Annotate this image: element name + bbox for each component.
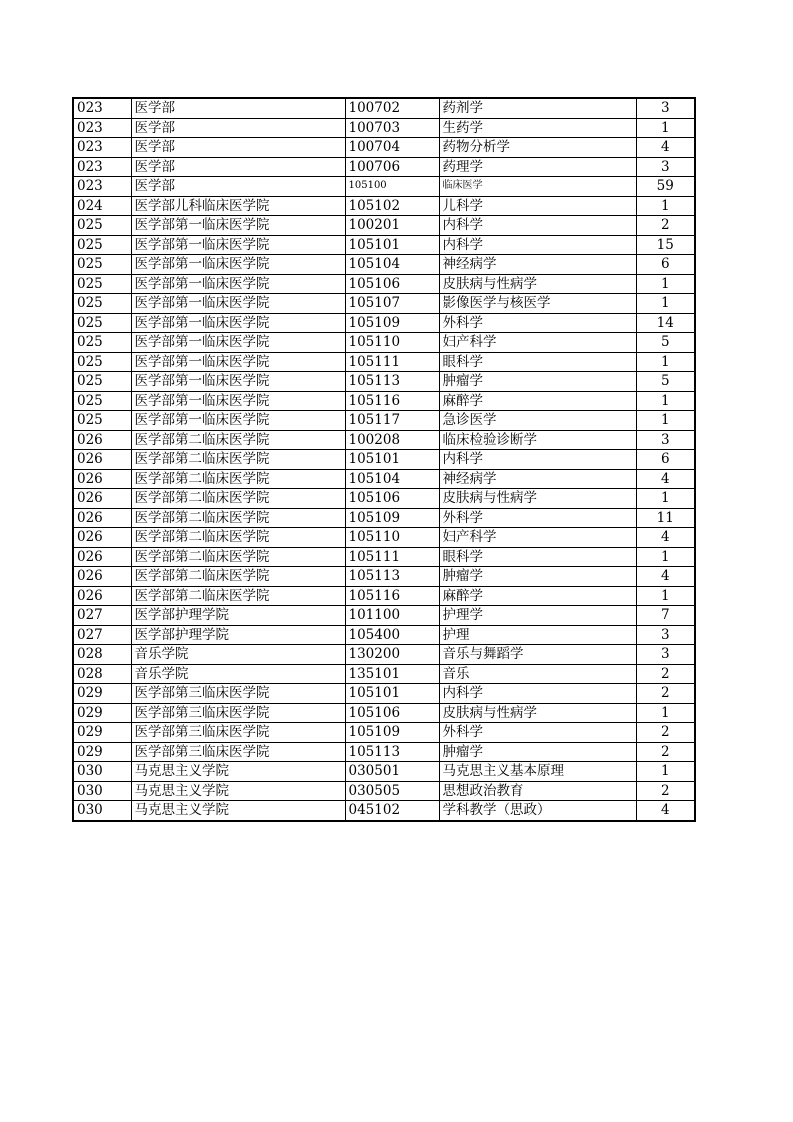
unit-code-cell: 026 bbox=[73, 528, 131, 548]
unit-code-cell: 026 bbox=[73, 430, 131, 450]
major-code-cell: 105113 bbox=[345, 742, 439, 762]
major-name-cell: 临床医学 bbox=[439, 177, 636, 197]
major-code-cell: 105109 bbox=[345, 508, 439, 528]
unit-name-cell: 医学部第一临床医学院 bbox=[131, 352, 345, 372]
unit-code-cell: 023 bbox=[73, 118, 131, 138]
unit-code-cell: 027 bbox=[73, 625, 131, 645]
unit-name-cell: 医学部儿科临床医学院 bbox=[131, 196, 345, 216]
count-cell: 59 bbox=[636, 177, 695, 197]
major-name-cell: 学科教学（思政） bbox=[439, 801, 636, 821]
unit-name-cell: 医学部第三临床医学院 bbox=[131, 723, 345, 743]
major-code-cell: 105109 bbox=[345, 313, 439, 333]
major-code-cell: 100702 bbox=[345, 98, 439, 118]
unit-code-cell: 026 bbox=[73, 489, 131, 509]
major-code-cell: 105101 bbox=[345, 450, 439, 470]
unit-code-cell: 025 bbox=[73, 313, 131, 333]
major-name-cell: 临床检验诊断学 bbox=[439, 430, 636, 450]
unit-code-cell: 023 bbox=[73, 157, 131, 177]
count-cell: 2 bbox=[636, 742, 695, 762]
major-code-cell: 105107 bbox=[345, 294, 439, 314]
major-name-cell: 肿瘤学 bbox=[439, 742, 636, 762]
major-name-cell: 神经病学 bbox=[439, 255, 636, 275]
count-cell: 5 bbox=[636, 333, 695, 353]
unit-name-cell: 医学部第一临床医学院 bbox=[131, 411, 345, 431]
count-cell: 1 bbox=[636, 294, 695, 314]
major-code-cell: 105116 bbox=[345, 586, 439, 606]
table-row bbox=[73, 723, 695, 743]
table-row bbox=[73, 586, 695, 606]
unit-code-cell: 029 bbox=[73, 703, 131, 723]
major-code-cell: 101100 bbox=[345, 606, 439, 626]
table-row bbox=[73, 372, 695, 392]
unit-name-cell: 医学部第二临床医学院 bbox=[131, 450, 345, 470]
count-cell: 2 bbox=[636, 664, 695, 684]
major-name-cell: 内科学 bbox=[439, 235, 636, 255]
major-name-cell: 皮肤病与性病学 bbox=[439, 703, 636, 723]
major-name-cell: 内科学 bbox=[439, 684, 636, 704]
unit-code-cell: 025 bbox=[73, 216, 131, 236]
unit-code-cell: 025 bbox=[73, 235, 131, 255]
major-code-cell: 105101 bbox=[345, 235, 439, 255]
major-code-cell: 105106 bbox=[345, 274, 439, 294]
count-cell: 4 bbox=[636, 469, 695, 489]
major-code-cell: 100706 bbox=[345, 157, 439, 177]
unit-name-cell: 医学部第二临床医学院 bbox=[131, 528, 345, 548]
count-cell: 1 bbox=[636, 411, 695, 431]
unit-name-cell: 音乐学院 bbox=[131, 645, 345, 665]
unit-code-cell: 030 bbox=[73, 762, 131, 782]
unit-name-cell: 医学部第一临床医学院 bbox=[131, 216, 345, 236]
major-code-cell: 130200 bbox=[345, 645, 439, 665]
major-name-cell: 急诊医学 bbox=[439, 411, 636, 431]
unit-code-cell: 025 bbox=[73, 255, 131, 275]
major-code-cell: 105106 bbox=[345, 489, 439, 509]
count-cell: 1 bbox=[636, 118, 695, 138]
table-row bbox=[73, 508, 695, 528]
table-row bbox=[73, 98, 695, 118]
table-row bbox=[73, 333, 695, 353]
unit-name-cell: 医学部第一临床医学院 bbox=[131, 255, 345, 275]
table-row bbox=[73, 567, 695, 587]
count-cell: 3 bbox=[636, 625, 695, 645]
count-cell: 1 bbox=[636, 196, 695, 216]
unit-code-cell: 025 bbox=[73, 391, 131, 411]
unit-name-cell: 音乐学院 bbox=[131, 664, 345, 684]
major-code-cell: 105100 bbox=[345, 177, 439, 197]
major-name-cell: 外科学 bbox=[439, 723, 636, 743]
count-cell: 4 bbox=[636, 801, 695, 821]
major-name-cell: 护理学 bbox=[439, 606, 636, 626]
unit-code-cell: 028 bbox=[73, 664, 131, 684]
major-name-cell: 外科学 bbox=[439, 508, 636, 528]
unit-code-cell: 025 bbox=[73, 372, 131, 392]
table-row bbox=[73, 235, 695, 255]
major-code-cell: 105400 bbox=[345, 625, 439, 645]
table-row bbox=[73, 645, 695, 665]
major-name-cell: 影像医学与核医学 bbox=[439, 294, 636, 314]
table-row bbox=[73, 547, 695, 567]
unit-code-cell: 025 bbox=[73, 294, 131, 314]
table-row bbox=[73, 138, 695, 158]
major-code-cell: 105111 bbox=[345, 352, 439, 372]
unit-code-cell: 029 bbox=[73, 742, 131, 762]
unit-name-cell: 医学部第一临床医学院 bbox=[131, 274, 345, 294]
major-code-cell: 135101 bbox=[345, 664, 439, 684]
table-row bbox=[73, 469, 695, 489]
table-row bbox=[73, 801, 695, 821]
unit-code-cell: 030 bbox=[73, 801, 131, 821]
major-name-cell: 外科学 bbox=[439, 313, 636, 333]
table-row bbox=[73, 391, 695, 411]
major-code-cell: 105101 bbox=[345, 684, 439, 704]
unit-code-cell: 023 bbox=[73, 177, 131, 197]
table-row bbox=[73, 450, 695, 470]
unit-name-cell: 医学部第一临床医学院 bbox=[131, 333, 345, 353]
unit-name-cell: 医学部第一临床医学院 bbox=[131, 294, 345, 314]
major-name-cell: 肿瘤学 bbox=[439, 567, 636, 587]
unit-code-cell: 026 bbox=[73, 450, 131, 470]
major-name-cell: 麻醉学 bbox=[439, 586, 636, 606]
major-name-cell: 思想政治教育 bbox=[439, 781, 636, 801]
major-name-cell: 内科学 bbox=[439, 450, 636, 470]
unit-code-cell: 026 bbox=[73, 567, 131, 587]
unit-name-cell: 医学部第二临床医学院 bbox=[131, 508, 345, 528]
table-row bbox=[73, 157, 695, 177]
enrollment-table bbox=[72, 97, 696, 822]
table-row bbox=[73, 528, 695, 548]
count-cell: 3 bbox=[636, 645, 695, 665]
major-code-cell: 105106 bbox=[345, 703, 439, 723]
unit-name-cell: 医学部护理学院 bbox=[131, 606, 345, 626]
table-row bbox=[73, 411, 695, 431]
unit-code-cell: 027 bbox=[73, 606, 131, 626]
unit-code-cell: 023 bbox=[73, 98, 131, 118]
major-name-cell: 妇产科学 bbox=[439, 333, 636, 353]
unit-name-cell: 医学部第二临床医学院 bbox=[131, 489, 345, 509]
count-cell: 2 bbox=[636, 684, 695, 704]
major-name-cell: 眼科学 bbox=[439, 352, 636, 372]
major-code-cell: 045102 bbox=[345, 801, 439, 821]
unit-name-cell: 马克思主义学院 bbox=[131, 762, 345, 782]
major-name-cell: 内科学 bbox=[439, 216, 636, 236]
table-row bbox=[73, 742, 695, 762]
major-code-cell: 105117 bbox=[345, 411, 439, 431]
unit-name-cell: 医学部第三临床医学院 bbox=[131, 684, 345, 704]
unit-name-cell: 医学部第一临床医学院 bbox=[131, 391, 345, 411]
count-cell: 3 bbox=[636, 157, 695, 177]
major-name-cell: 音乐 bbox=[439, 664, 636, 684]
count-cell: 11 bbox=[636, 508, 695, 528]
table-row bbox=[73, 196, 695, 216]
major-code-cell: 105109 bbox=[345, 723, 439, 743]
count-cell: 15 bbox=[636, 235, 695, 255]
major-code-cell: 030501 bbox=[345, 762, 439, 782]
major-name-cell: 护理 bbox=[439, 625, 636, 645]
unit-name-cell: 医学部 bbox=[131, 138, 345, 158]
table-row bbox=[73, 606, 695, 626]
table-row bbox=[73, 703, 695, 723]
major-code-cell: 105102 bbox=[345, 196, 439, 216]
major-code-cell: 105113 bbox=[345, 372, 439, 392]
table-row bbox=[73, 216, 695, 236]
unit-code-cell: 028 bbox=[73, 645, 131, 665]
major-name-cell: 药物分析学 bbox=[439, 138, 636, 158]
unit-code-cell: 023 bbox=[73, 138, 131, 158]
major-code-cell: 105111 bbox=[345, 547, 439, 567]
count-cell: 5 bbox=[636, 372, 695, 392]
table-row bbox=[73, 625, 695, 645]
unit-code-cell: 029 bbox=[73, 684, 131, 704]
table-row bbox=[73, 352, 695, 372]
unit-name-cell: 医学部第二临床医学院 bbox=[131, 430, 345, 450]
unit-name-cell: 医学部护理学院 bbox=[131, 625, 345, 645]
unit-name-cell: 医学部第三临床医学院 bbox=[131, 703, 345, 723]
unit-name-cell: 医学部第一临床医学院 bbox=[131, 313, 345, 333]
unit-code-cell: 030 bbox=[73, 781, 131, 801]
unit-name-cell: 医学部 bbox=[131, 157, 345, 177]
table-row bbox=[73, 762, 695, 782]
major-code-cell: 105104 bbox=[345, 469, 439, 489]
unit-name-cell: 马克思主义学院 bbox=[131, 781, 345, 801]
unit-code-cell: 026 bbox=[73, 469, 131, 489]
major-code-cell: 105110 bbox=[345, 528, 439, 548]
count-cell: 2 bbox=[636, 216, 695, 236]
unit-code-cell: 026 bbox=[73, 586, 131, 606]
count-cell: 1 bbox=[636, 391, 695, 411]
major-name-cell: 儿科学 bbox=[439, 196, 636, 216]
count-cell: 6 bbox=[636, 450, 695, 470]
unit-code-cell: 024 bbox=[73, 196, 131, 216]
table-row bbox=[73, 781, 695, 801]
count-cell: 1 bbox=[636, 762, 695, 782]
unit-name-cell: 医学部第一临床医学院 bbox=[131, 372, 345, 392]
count-cell: 1 bbox=[636, 274, 695, 294]
count-cell: 4 bbox=[636, 528, 695, 548]
unit-name-cell: 医学部第三临床医学院 bbox=[131, 742, 345, 762]
major-code-cell: 105110 bbox=[345, 333, 439, 353]
table-body bbox=[73, 98, 695, 821]
major-code-cell: 100208 bbox=[345, 430, 439, 450]
table-row bbox=[73, 177, 695, 197]
unit-code-cell: 026 bbox=[73, 547, 131, 567]
unit-name-cell: 医学部 bbox=[131, 177, 345, 197]
count-cell: 1 bbox=[636, 547, 695, 567]
table-row bbox=[73, 274, 695, 294]
unit-name-cell: 医学部第一临床医学院 bbox=[131, 235, 345, 255]
unit-code-cell: 025 bbox=[73, 333, 131, 353]
major-code-cell: 030505 bbox=[345, 781, 439, 801]
major-name-cell: 皮肤病与性病学 bbox=[439, 274, 636, 294]
unit-code-cell: 025 bbox=[73, 352, 131, 372]
major-name-cell: 肿瘤学 bbox=[439, 372, 636, 392]
major-name-cell: 音乐与舞蹈学 bbox=[439, 645, 636, 665]
count-cell: 1 bbox=[636, 703, 695, 723]
unit-name-cell: 医学部 bbox=[131, 118, 345, 138]
major-code-cell: 100201 bbox=[345, 216, 439, 236]
unit-code-cell: 025 bbox=[73, 411, 131, 431]
table-row bbox=[73, 664, 695, 684]
count-cell: 4 bbox=[636, 567, 695, 587]
table-row bbox=[73, 313, 695, 333]
unit-name-cell: 医学部第二临床医学院 bbox=[131, 586, 345, 606]
major-name-cell: 药理学 bbox=[439, 157, 636, 177]
count-cell: 1 bbox=[636, 352, 695, 372]
major-code-cell: 100703 bbox=[345, 118, 439, 138]
count-cell: 7 bbox=[636, 606, 695, 626]
unit-code-cell: 029 bbox=[73, 723, 131, 743]
major-name-cell: 马克思主义基本原理 bbox=[439, 762, 636, 782]
count-cell: 2 bbox=[636, 723, 695, 743]
count-cell: 1 bbox=[636, 586, 695, 606]
major-name-cell: 皮肤病与性病学 bbox=[439, 489, 636, 509]
unit-name-cell: 医学部第二临床医学院 bbox=[131, 567, 345, 587]
major-name-cell: 妇产科学 bbox=[439, 528, 636, 548]
unit-name-cell: 医学部第二临床医学院 bbox=[131, 469, 345, 489]
major-code-cell: 100704 bbox=[345, 138, 439, 158]
major-name-cell: 麻醉学 bbox=[439, 391, 636, 411]
major-name-cell: 生药学 bbox=[439, 118, 636, 138]
major-code-cell: 105104 bbox=[345, 255, 439, 275]
major-code-cell: 105113 bbox=[345, 567, 439, 587]
count-cell: 14 bbox=[636, 313, 695, 333]
table-row bbox=[73, 118, 695, 138]
table-row bbox=[73, 430, 695, 450]
table-row bbox=[73, 489, 695, 509]
table-row bbox=[73, 294, 695, 314]
count-cell: 6 bbox=[636, 255, 695, 275]
major-name-cell: 药剂学 bbox=[439, 98, 636, 118]
major-name-cell: 神经病学 bbox=[439, 469, 636, 489]
count-cell: 3 bbox=[636, 98, 695, 118]
unit-name-cell: 医学部第二临床医学院 bbox=[131, 547, 345, 567]
major-code-cell: 105116 bbox=[345, 391, 439, 411]
unit-code-cell: 026 bbox=[73, 508, 131, 528]
unit-code-cell: 025 bbox=[73, 274, 131, 294]
unit-name-cell: 马克思主义学院 bbox=[131, 801, 345, 821]
count-cell: 4 bbox=[636, 138, 695, 158]
major-name-cell: 眼科学 bbox=[439, 547, 636, 567]
count-cell: 1 bbox=[636, 489, 695, 509]
table-row bbox=[73, 684, 695, 704]
count-cell: 2 bbox=[636, 781, 695, 801]
table-row bbox=[73, 255, 695, 275]
count-cell: 3 bbox=[636, 430, 695, 450]
unit-name-cell: 医学部 bbox=[131, 98, 345, 118]
